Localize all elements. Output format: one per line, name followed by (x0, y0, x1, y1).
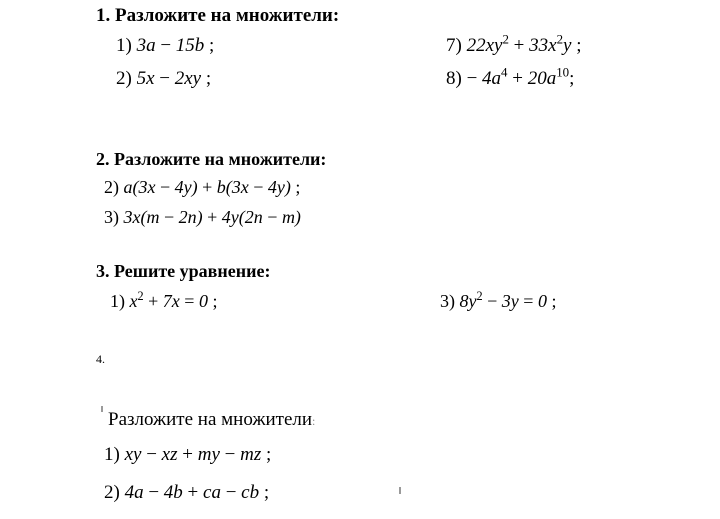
task-4-heading (108, 409, 706, 431)
task-3-item-3-label: 3) (440, 290, 455, 311)
task-1-item-2-label: 2) (116, 67, 132, 89)
task-1-item-8-label: 8) (446, 67, 462, 89)
task-1-number: 1. (96, 5, 111, 26)
task-4-heading-text: Разложите на множители (108, 409, 313, 430)
task-1-item-2 (116, 67, 446, 91)
task-3-item-1-expr: $x^2 + 7x = 0$ ; (129, 288, 218, 311)
task-3 (96, 262, 706, 312)
task-3-row-1 (110, 290, 706, 313)
task-1 (96, 6, 706, 99)
task-1-heading-text: Разложите на множители: (115, 5, 340, 26)
task-3-items (110, 290, 706, 313)
task-1-item-2-expr: 5x − 2xy ; (136, 67, 212, 89)
task-1-item-7 (446, 31, 706, 58)
task-4-item-1 (104, 443, 706, 467)
task-1-item-1-label: 1) (116, 34, 132, 56)
task-4-item-1-expr: xy − xz + my − mz ; (124, 444, 272, 465)
task-3-heading (96, 262, 706, 282)
scan-speck-right (399, 487, 401, 494)
task-2-item-2-label: 2) (104, 176, 119, 197)
task-3-number: 3. (96, 261, 110, 281)
task-1-item-7-expr: $22xy^2 + 33x^2y$ ; (466, 31, 582, 56)
task-2-item-3 (104, 206, 706, 229)
task-1-row-2 (116, 64, 706, 100)
task-2-item-2-expr: a(3x − 4y) + b(3x − 4y) ; (123, 176, 301, 197)
task-2-heading (96, 150, 706, 170)
task-2 (96, 150, 706, 237)
task-3-item-3 (440, 290, 706, 313)
task-1-items (116, 31, 706, 100)
task-4-items (104, 443, 706, 505)
task-1-item-7-label: 7) (446, 34, 462, 56)
task-2-item-3-label: 3) (104, 207, 119, 228)
task-1-item-8-expr: − $4a^4 + 20a^{10}$; (466, 64, 575, 89)
task-1-heading (96, 6, 706, 27)
task-4-item-2 (104, 481, 706, 505)
task-2-item-3-expr: 3x(m − 2n) + 4y(2n − m) (123, 207, 301, 228)
task-1-item-8 (446, 64, 706, 91)
scan-speck-left (101, 406, 103, 412)
task-4-item-2-label: 2) (104, 481, 120, 503)
task-2-number: 2. (96, 149, 110, 169)
task-1-row-1 (116, 31, 706, 67)
task-4-number: 4. (96, 352, 105, 366)
task-4-item-1-label: 1) (104, 444, 120, 465)
task-1-item-1-expr: 3a − 15b ; (136, 34, 215, 56)
task-2-items (104, 176, 706, 229)
task-4 (96, 352, 706, 519)
task-2-heading-text: Разложите на множители: (114, 149, 327, 169)
task-3-item-3-expr: $8y^2 - 3y = 0$ ; (459, 288, 557, 311)
task-4-heading-colon: : (312, 414, 316, 428)
task-3-item-1 (110, 290, 440, 313)
task-4-item-2-expr: 4a − 4b + ca − cb ; (124, 481, 270, 503)
task-3-item-1-label: 1) (110, 290, 125, 311)
task-3-heading-text: Решите уравнение: (114, 261, 271, 281)
task-2-item-2 (104, 176, 706, 199)
task-1-item-1 (116, 34, 446, 58)
